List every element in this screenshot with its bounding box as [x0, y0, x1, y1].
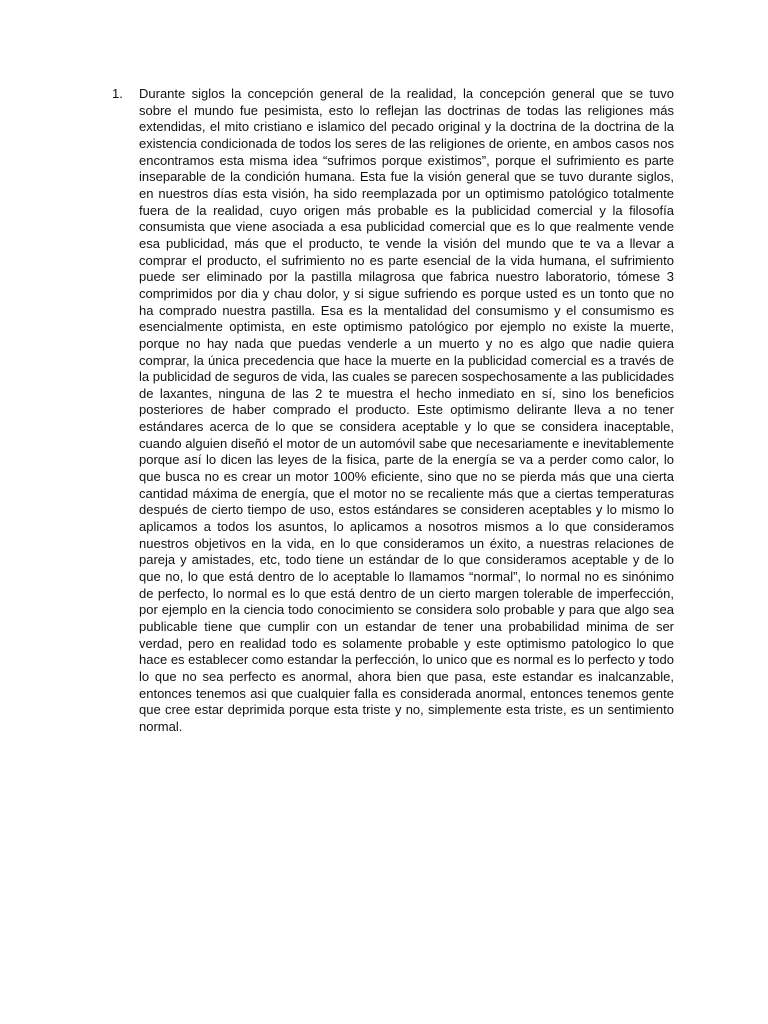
list-item-text: Durante siglos la concepción general de la realidad, la concepción general que se tuvo sobre el mundo fue pesimista, esto lo reflejan las doctrinas de todas las religiones más extendidas, el mito cristiano e islamico del pecado original y la doctrina de la doctrina de la existencia condicionada de todos los seres de las religiones de oriente, en ambos casos nos encontramos esta misma idea “sufrimos porque existimos”, porque el sufrimiento es parte inseparable de la condición humana. Esta fue la visión general que se tuvo durante siglos, en nuestros días esta visión, ha sido reemplazada por un optimismo patológico totalmente fuera de la realidad, cuyo origen más probable es la publicidad comercial y la filosofía consumista que viene asociada a esa publicidad comercial que es lo que realmente vende esa publicidad, más que el producto, te vende la visión del mundo que te va a llevar a comprar el producto, el sufrimiento no es parte esencial de la vida humana, el sufrimiento puede ser eliminado por la pastilla milagrosa que fabrica nuestro laboratorio, tómese 3 comprimidos por dia y chau dolor, y si sigue sufriendo es porque usted es un tonto que no ha comprado nuestra pastilla. Esa es la mentalidad del consumismo y el consumismo es esencialmente optimista, en este optimismo patológico por ejemplo no existe la muerte, porque no hay nada que puedas venderle a un muerto y no es algo que nadie quiera comprar, la única precedencia que hace la muerte en la publicidad comercial es a través de la publicidad de seguros de vida, las cuales se parecen sospechosamente a las publicidades de laxantes, ninguna de las 2 te muestra el hecho inmediato en sí, sino los beneficios posteriores de haber comprado el producto. Este optimismo delirante lleva a no tener estándares acerca de lo que se considera aceptable y lo que se considera inaceptable, cuando alguien diseñó el motor de un automóvil sabe que necesariamente e inevitablemente porque así lo dicen las leyes de la fisica, parte de la energía se va a perder como calor, lo que busca no es crear un motor 100% eficiente, sino que no se pierda más que una cierta cantidad máxima de energía, que el motor no se recaliente más que a ciertas temperaturas después de cierto tiempo de uso, estos estándares se consideren aceptables y lo mismo lo aplicamos a todos los asuntos, lo aplicamos a nosotros mismos a lo que consideramos nuestros objetivos en la vida, en lo que consideramos un éxito, a nuestras relaciones de pareja y amistades, etc, todo tiene un estándar de lo que consideramos aceptable y de lo que no, lo que está dentro de lo aceptable lo llamamos “normal”, lo normal no es sinónimo de perfecto, lo normal es lo que está dentro de un cierto margen tolerable de imperfección, por ejemplo en la ciencia todo conocimiento se considera solo probable y para que algo sea publicable tiene que cumplir con un estandar de tener una probabilidad minima de ser verdad, pero en realidad todo es solamente probable y este optimismo patologico lo que hace es establecer como estandar la perfección, lo unico que es normal es lo perfecto y todo lo que no sea perfecto es anormal, ahora bien que pasa, este estandar es inalcanzable, entonces tenemos asi que cualquier falla es considerada anormal, entonces tenemos gente que cree estar deprimida porque esta triste y no, simplemente esta triste, es un sentimiento normal. [139, 86, 674, 734]
list-item [112, 86, 674, 736]
list-item-number: 1. [112, 86, 123, 101]
